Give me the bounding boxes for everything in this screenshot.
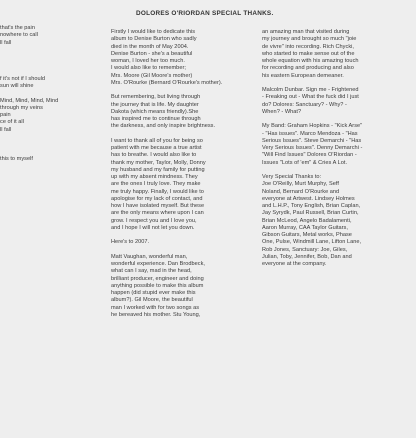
text-line: Issues "Lots of 'em" & Cries A Lot. — [262, 159, 348, 166]
text-line: Firstly I would like to dedicate this — [111, 29, 196, 35]
text-line: and I hope I will not let you down. — [111, 224, 195, 231]
text-line: do? Dolores: Sanctuary? - Why? - — [262, 101, 347, 108]
text-line: what can I say, mad in the head, — [111, 268, 192, 275]
page-title: DOLORES O'RIORDAN SPECIAL THANKS. — [136, 10, 274, 17]
text-line: brilliant producer, engineer and doing — [111, 275, 204, 282]
text-line: My Band: Graham Hopkins - "Kick Arse" — [262, 123, 363, 130]
text-line: Malcolm Dunbar. Sign me - Frightened — [262, 87, 359, 93]
text-line: Brian McLeod, Angelo Badalamenti, — [262, 217, 352, 224]
text-line: Rob Jones, Sanctuary: Joe, Giles, — [262, 246, 348, 253]
text-line: the darkness, and only inspire brightness. — [111, 123, 216, 130]
text-line: up with my absent mindness. They — [111, 174, 198, 180]
text-line — [111, 232, 222, 239]
text-line: Noland, Bernard O'Rourke and — [262, 188, 340, 195]
text-line: whole equation with his amazing touch — [262, 58, 359, 64]
lyrics-column-left — [0, 25, 66, 163]
text-line: Very Serious Issues". Denny Demarchi - — [262, 145, 363, 151]
text-line: But remembering, but living through — [111, 94, 201, 101]
text-line: who started to make sense out of the — [262, 50, 355, 57]
text-line: Very Special Thanks to: — [262, 174, 322, 180]
text-line: for recording and producing and also — [262, 65, 354, 72]
text-line: ll fall — [0, 126, 12, 133]
text-line: de vivre" into recording. Rich Chycki, — [262, 43, 354, 50]
text-line: Aaron Murray, CAA Taylor Guitars, — [262, 224, 348, 231]
text-line: thank my mother, Taylor, Molly, Donny — [111, 159, 206, 166]
text-line: are the only means where upon I can — [111, 210, 204, 217]
text-line — [0, 61, 66, 68]
text-line: ce of it all — [0, 119, 24, 126]
text-line: Mind, Mind, Mind, Mind — [0, 97, 59, 104]
text-line: pain — [0, 112, 11, 118]
text-line: woman, I loved her too much. — [111, 58, 185, 64]
text-line: that's the pain — [0, 25, 35, 31]
text-line: Denise Burton - she's a beautiful — [111, 50, 193, 57]
text-line: an amazing man that visited during — [262, 29, 350, 35]
text-line: he bereaved his mother. Stu Young, — [111, 311, 201, 318]
text-line — [0, 134, 66, 141]
text-line — [111, 87, 222, 94]
text-line: grow. I respect you and I love you, — [111, 217, 197, 224]
text-line — [0, 90, 66, 97]
text-line: his eastern European demeaner. — [262, 72, 344, 79]
text-line: Gibson Guitars, Metal works, Phase — [262, 232, 352, 238]
text-line: - "Has issues". Marco Mendoza - "Has — [262, 130, 358, 137]
text-line: - Freaking out - What the fuck did I just — [262, 94, 359, 101]
text-line: Jay Syrydk, Paul Russell, Brian Curtin, — [262, 210, 359, 217]
text-line — [0, 148, 66, 155]
text-line — [262, 167, 362, 174]
text-line: I want to thank all of you for being so — [111, 137, 203, 144]
text-line: Serious Issues". Steve Demarchi - "Has — [262, 137, 362, 144]
text-line: the journey that is life. My daughter — [111, 101, 199, 108]
text-line: apologise for my lack of contact, and — [111, 195, 203, 202]
text-line: are the ones I truly love. They make — [111, 181, 201, 188]
text-line: and L.H.P., Tony English, Brian Caplan, — [262, 203, 361, 209]
text-line: how I have isolated myself. But these — [111, 203, 205, 209]
text-line: anything possible to make this album — [111, 282, 204, 289]
text-line: ll fall — [0, 39, 12, 46]
text-line: patient with me because a true artist — [111, 145, 202, 151]
text-line: has to breathe. I would also like to — [111, 152, 197, 159]
text-line: Mrs. Moore (Gil Moore's mother) — [111, 72, 193, 79]
text-line: f it's not if I should — [0, 75, 46, 82]
text-line: me truly happy. Finally, I would like to — [111, 188, 204, 195]
text-line — [262, 80, 362, 87]
text-line: happen (did stupid ever make this — [111, 290, 196, 296]
thanks-column-middle — [111, 29, 222, 319]
text-line: One, Pulse, Windmill Lane, Lifton Lane, — [262, 239, 362, 246]
text-line — [111, 247, 222, 254]
text-line: my husband and my family for putting — [111, 166, 205, 173]
text-line — [111, 131, 222, 138]
text-line: I would also like to remember; — [111, 65, 186, 72]
text-line: Joe O'Reilly, Murt Murphy, Seff — [262, 181, 339, 188]
text-line: Here's to 2007. — [111, 239, 150, 246]
text-line: Mrs. O'Rourke (Bernard O'Rourke's mother). — [111, 79, 223, 86]
text-line: man I worked with for two songs as — [111, 304, 200, 311]
text-line: through my veins — [0, 104, 43, 111]
text-line: wonderful experience. Dan Brodbeck, — [111, 261, 205, 267]
text-line: Matt Vaughan, wonderful man, — [111, 253, 188, 260]
text-line: everyone at Artwest. Lindsey Holmes — [262, 195, 355, 202]
text-line: "Will Find Issues" Dolores O'Riordan - — [262, 152, 357, 159]
text-line: has inspired me to continue through — [111, 116, 201, 122]
thanks-column-right — [262, 29, 362, 268]
text-line: When? - What? — [262, 108, 302, 115]
text-line — [0, 141, 66, 148]
text-line: this to myself — [0, 155, 33, 162]
text-line: album?). Gil Moore, the beautiful — [111, 297, 193, 304]
text-line — [262, 116, 362, 123]
text-line — [0, 69, 66, 76]
text-line: my journey and brought so much "joie — [262, 36, 357, 43]
text-line: died in the month of May 2004. — [111, 43, 189, 50]
text-line — [0, 47, 66, 54]
text-line: album to Denise Burton who sadly — [111, 36, 197, 43]
text-line: Julian, Toby, Jennifer, Bob, Dan and — [262, 253, 352, 260]
text-line: sun will shine — [0, 83, 34, 89]
text-line: everyone at the company. — [262, 261, 327, 267]
text-line — [0, 54, 66, 61]
text-line: Dakota (which means friendly).She — [111, 108, 199, 115]
text-line: nowhere to call — [0, 32, 38, 39]
